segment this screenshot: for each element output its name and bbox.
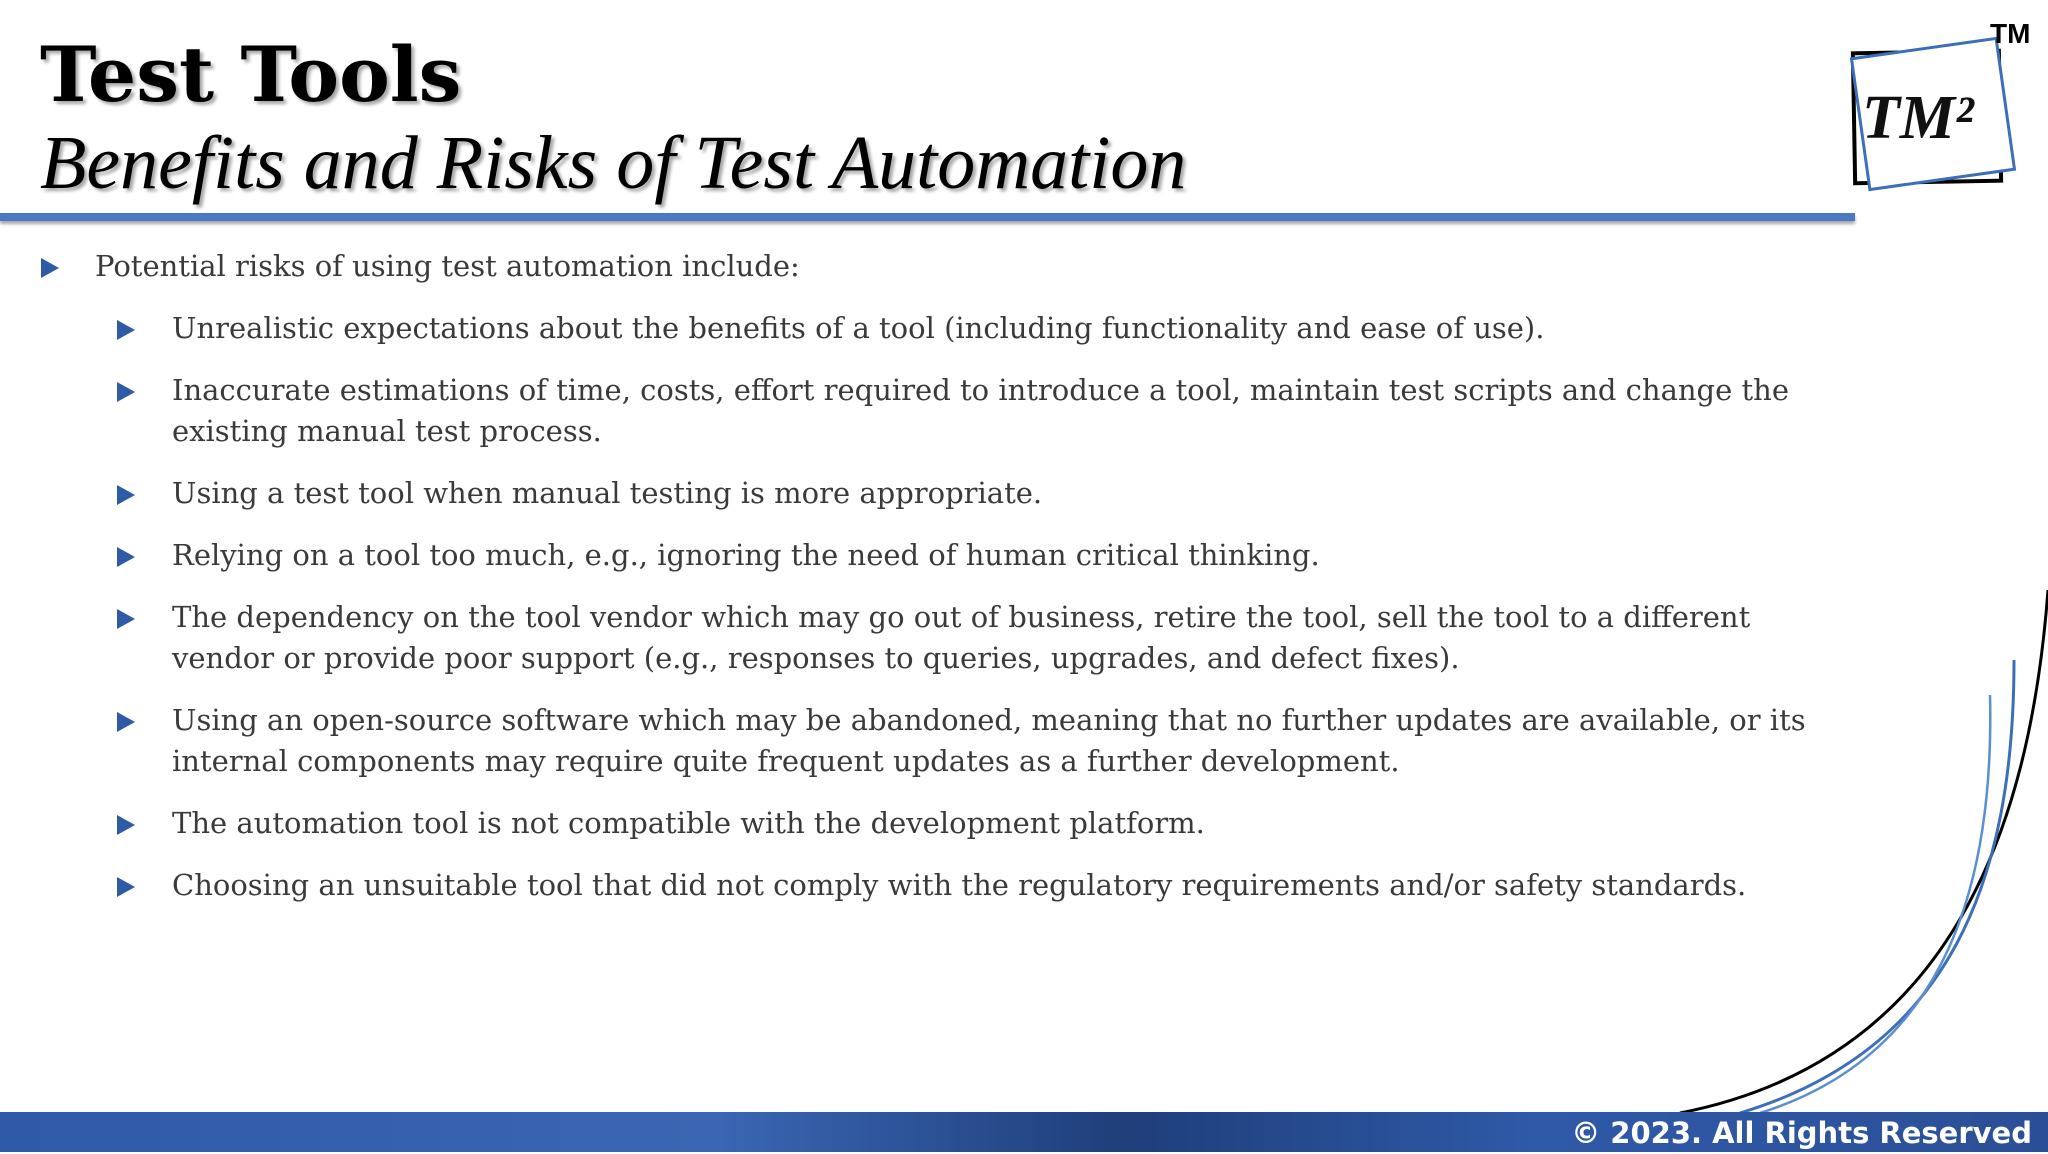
risk-text: The dependency on the tool vendor which may go out of business, retire the tool, sell the tool to a different vendor or provide poor support (e.g., responses to queries, upgrades, and defect fixes). <box>172 600 1751 675</box>
bullet-arrow-icon <box>117 320 135 340</box>
logo-text: TM² <box>1862 84 1974 152</box>
risk-item <box>0 308 1852 349</box>
risk-item <box>0 473 1852 514</box>
copyright-text: © 2023. All Rights Reserved <box>1571 1116 2032 1150</box>
risk-text: Relying on a tool too much, e.g., ignoring the need of human critical thinking. <box>172 538 1320 572</box>
bullet-arrow-icon <box>117 547 135 567</box>
bullet-list <box>0 246 1880 927</box>
bullet-arrow-icon <box>117 815 135 835</box>
slide-title: Test Tools <box>40 30 462 119</box>
risk-item <box>0 370 1852 452</box>
bullet-arrow-icon <box>41 258 59 278</box>
risk-item <box>0 803 1852 844</box>
bullet-arrow-icon <box>117 712 135 732</box>
risk-text: Choosing an unsuitable tool that did not comply with the regulatory requirements and/or safety standards. <box>172 868 1747 902</box>
title-divider <box>0 213 1855 221</box>
risk-text: The automation tool is not compatible with the development platform. <box>172 806 1205 840</box>
risk-item <box>0 700 1852 782</box>
trademark-symbol: TM <box>1990 18 2031 49</box>
bullet-text: Potential risks of using test automation include: <box>95 249 800 283</box>
bullet-intro <box>0 246 1880 287</box>
risk-text: Using an open-source software which may be abandoned, meaning that no further updates are available, or its internal components may require quite frequent updates as a further development. <box>172 703 1806 778</box>
bullet-arrow-icon <box>117 877 135 897</box>
risk-text: Unrealistic expectations about the benefits of a tool (including functionality and ease of use). <box>172 311 1545 345</box>
risk-text: Inaccurate estimations of time, costs, effort required to introduce a tool, maintain test scripts and change the existing manual test process. <box>172 373 1789 448</box>
slide-subtitle: Benefits and Risks of Test Automation <box>40 121 1187 205</box>
risk-text: Using a test tool when manual testing is more appropriate. <box>172 476 1043 510</box>
decorative-curves <box>1650 580 2048 1120</box>
bullet-arrow-icon <box>117 609 135 629</box>
risk-item <box>0 597 1852 679</box>
bullet-arrow-icon <box>117 382 135 402</box>
risk-item <box>0 535 1852 576</box>
bullet-arrow-icon <box>117 485 135 505</box>
risk-item <box>0 865 1852 906</box>
